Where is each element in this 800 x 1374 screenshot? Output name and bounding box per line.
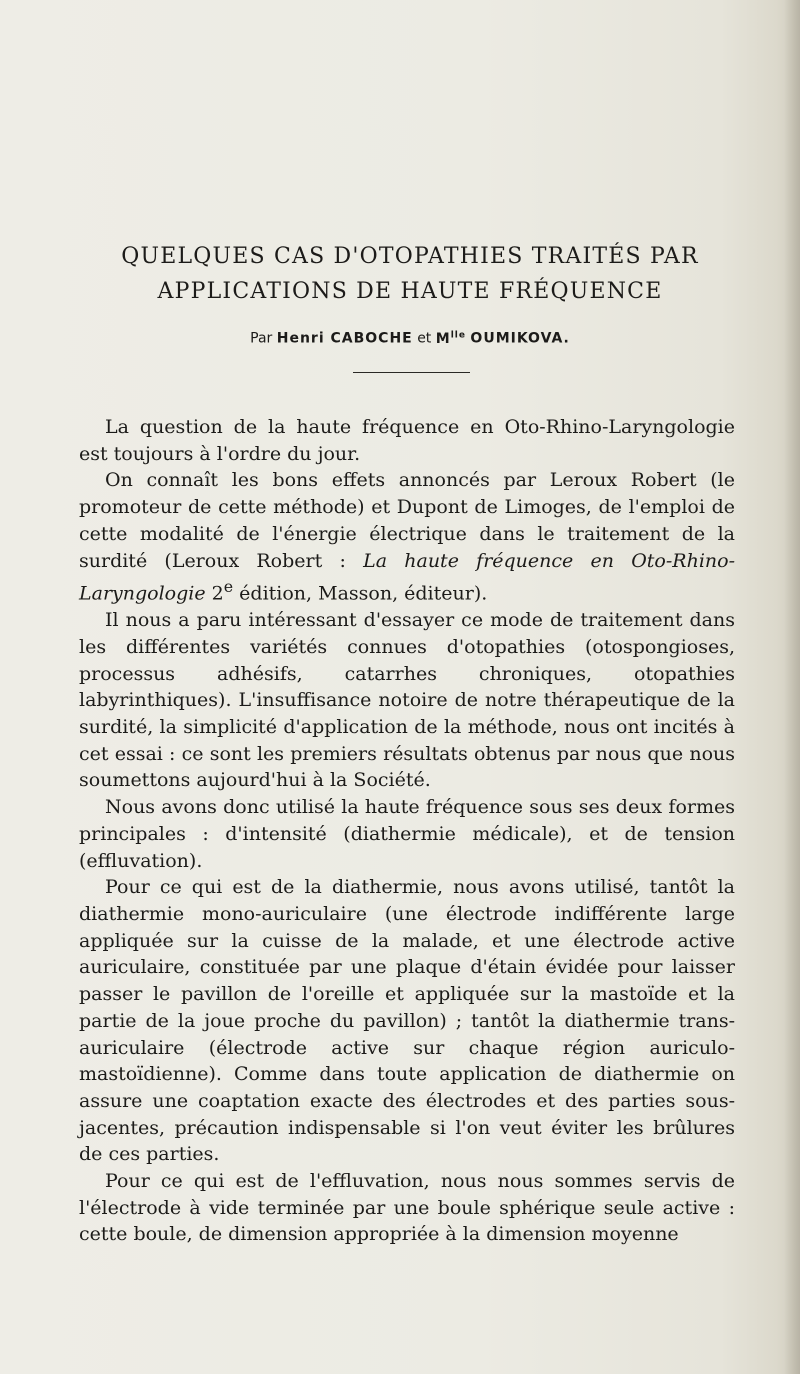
edition-superscript: e [223, 577, 234, 597]
author-connector: et [417, 330, 432, 347]
paragraph-1: La question de la haute fréquence en Oto-Rhino-Laryngologie est toujours à l'ordre du jour. [79, 416, 735, 465]
paragraph-3: Il nous a paru intéressant d'essayer ce mode de traitement dans les différentes variétés connues d'otopathies (otospongioses, processus adhésifs, catarrhes chroniques, otopathies labyrinthiques). L'insuffisance notoire de notre thérapeutique de la surdité, la simplicité d'application de la méthode, nous ont incités à cet essai : ce sont les premiers résultats obtenus par nous que nous soumettons aujourd'hui à la Société. [79, 609, 735, 792]
author-line [0, 330, 800, 347]
paragraph-2 [79, 467, 735, 607]
author-honorific: M [435, 330, 451, 347]
paragraph-2-text: On connaît les bons effets annoncés par Leroux Robert (le promoteur de cette méthode) et Dupont de Limoges, de l'emploi de cette modalité de l'énergie électrique dans le traitement de la surdité (Leroux Robert : [79, 469, 735, 572]
author-2: OUMIKOVA. [470, 330, 570, 347]
paragraph-6: Pour ce qui est de l'effluvation, nous nous sommes servis de l'électrode à vide terminée par une boule sphérique seule active : cette boule, de dimension appropriée à la dimension moyenne [79, 1170, 735, 1246]
paragraph-2-end: édition, Masson, éditeur). [233, 582, 488, 605]
page-edge-shadow [784, 0, 800, 1374]
author-1: Henri CABOCHE [276, 330, 413, 347]
paragraph-4: Nous avons donc utilisé la haute fréquence sous ses deux formes principales : d'intensité (diathermie médicale), et de tension (effluvation). [79, 796, 735, 872]
article-title-line-1: QUELQUES CAS D'OTOPATHIES TRAITÉS PAR [121, 244, 699, 269]
paragraph-5: Pour ce qui est de la diathermie, nous avons utilisé, tantôt la diathermie mono-auriculaire (une électrode indifférente large appliquée sur la cuisse de la malade, et une électrode active auriculaire, constituée par une plaque d'étain évidée pour laisser passer le pavillon de l'oreille et appliquée sur la mastoïde et la partie de la joue proche du pavillon) ; tantôt la diathermie trans-auriculaire (électrode active sur chaque région auriculo-mastoïdienne). Comme dans toute application de diathermie on assure une coaptation exacte des électrodes et des parties sous-jacentes, précaution indispensable si l'on veut éviter les brûlures de ces parties. [79, 876, 735, 1166]
article-title-line-2: APPLICATIONS DE HAUTE FRÉQUENCE [157, 279, 663, 304]
article-body [79, 414, 735, 1248]
title-divider-rule [353, 372, 470, 373]
edition-number: 2 [205, 582, 224, 605]
author-prefix: Par [250, 330, 273, 347]
cited-book-title: La haute fréquence en Oto-Rhino-Laryngologie [79, 549, 735, 605]
author-honorific-sup: lle [450, 330, 466, 340]
